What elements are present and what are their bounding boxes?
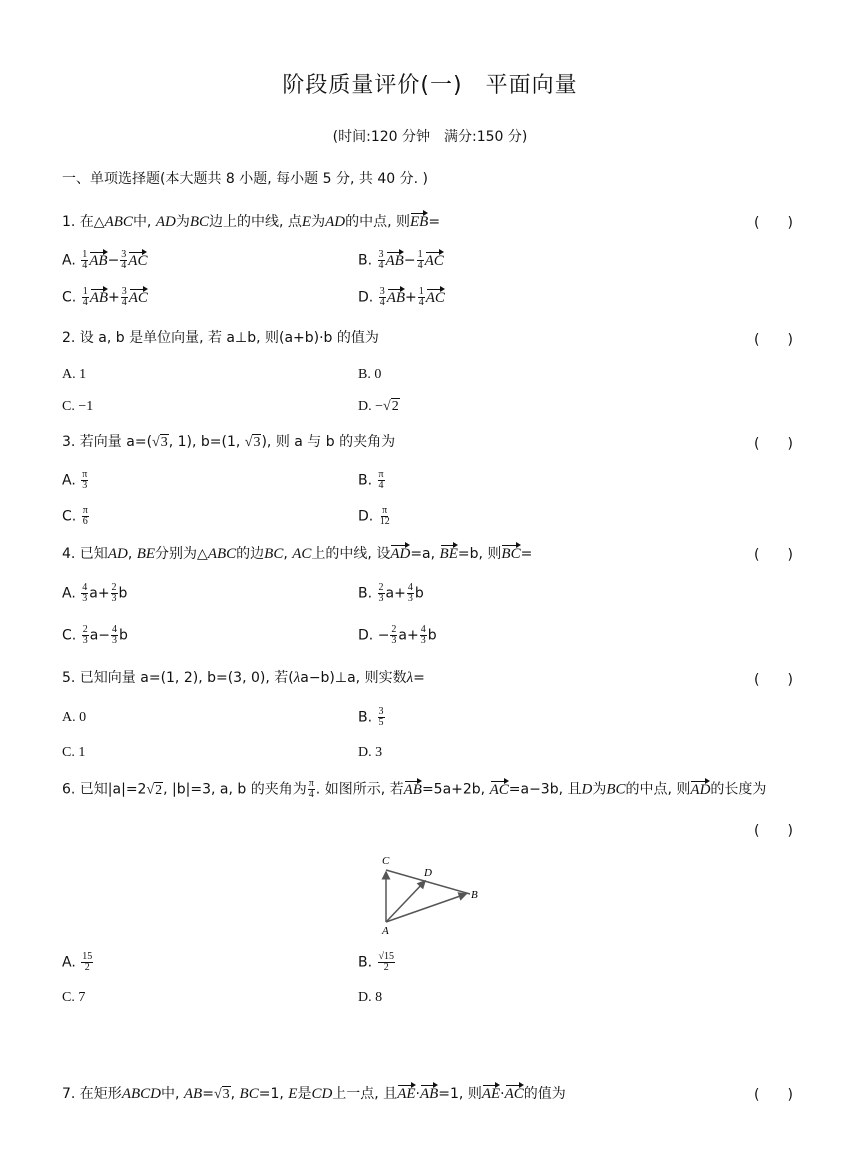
answer-bracket-3: ( ) <box>754 436 793 452</box>
triangle-figure <box>378 852 488 934</box>
q1-number: 1. <box>62 214 80 230</box>
label-d: D <box>424 867 432 879</box>
q3-option-c: C. $\frac{\pi}{6}$ <box>62 505 88 527</box>
answer-bracket-6: ( ) <box>754 823 793 839</box>
exam-meta: (时间:120 分钟 满分:150 分) <box>332 129 528 145</box>
vector-eb: EB <box>410 214 429 230</box>
q2-option-c: C. −1 <box>62 399 94 414</box>
label-c: C <box>382 855 390 867</box>
question-7: 7. 在矩形ABCD中, AB=√3, BC=1, E是CD上一点, 且AE·AB=1, 则AE·AC的值为 <box>62 1086 566 1102</box>
question-3: 3. 若向量 a=(√3, 1), b=(1, √3), 则 a 与 b 的夹角为 <box>62 434 396 450</box>
answer-bracket-5: ( ) <box>754 672 793 688</box>
page-title: 阶段质量评价(一) 平面向量 <box>282 73 578 98</box>
answer-bracket-7: ( ) <box>754 1087 793 1103</box>
q5-option-b: B. $\frac{3}{5}$ <box>358 706 384 728</box>
q6-option-c: C. 7 <box>62 990 86 1005</box>
q4-option-c: C. $\frac{2}{3}$ a− $\frac{4}{3}$ b <box>62 624 128 646</box>
answer-bracket-1: ( ) <box>754 215 793 231</box>
q3-option-a: A. $\frac{\pi}{3}$ <box>62 469 88 491</box>
q1-option-b: B. $\frac{3}{4}$ AB− $\frac{1}{4}$ AC <box>358 249 444 271</box>
label-a: A <box>382 925 389 934</box>
q6-option-b: B. $\frac{√15}{2}$ <box>358 951 395 973</box>
q3-option-d: D. $\frac{\pi}{12}$ <box>358 505 390 527</box>
q1-option-c: C. $\frac{1}{4}$ AB+ $\frac{3}{4}$ AC <box>62 286 148 308</box>
question-1: 1. 在△ABC中, AD为BC边上的中线, 点E为AD的中点, 则EB= <box>62 214 441 230</box>
q6-option-a: A. $\frac{15}{2}$ <box>62 951 93 973</box>
q5-option-a: A. 0 <box>62 710 87 725</box>
question-2: 2. 设 a, b 是单位向量, 若 a⊥b, 则(a+b)·b 的值为 <box>62 330 379 346</box>
q2-option-a: A. 1 <box>62 367 87 382</box>
vector-bc: BC <box>501 546 521 562</box>
q5-option-d: D. 3 <box>358 745 383 760</box>
q2-option-b: B. 0 <box>358 367 382 382</box>
vector-ad: AD <box>390 546 411 562</box>
answer-bracket-2: ( ) <box>754 332 793 348</box>
q4-option-b: B. $\frac{2}{3}$ a+ $\frac{4}{3}$ b <box>358 582 424 604</box>
label-b: B <box>471 889 478 901</box>
q6-option-d: D. 8 <box>358 990 383 1005</box>
q1-option-a: A. $\frac{1}{4}$ AB− $\frac{3}{4}$ AC <box>62 249 148 271</box>
q1-option-d: D. $\frac{3}{4}$ AB+ $\frac{1}{4}$ AC <box>358 286 445 308</box>
vector-ab-line <box>386 894 466 922</box>
vector-be: BE <box>439 546 458 562</box>
question-6: 6. 已知|a|=2√2, |b|=3, a, b 的夹角为 $\frac{\pi}{4}$ . 如图所示, 若AB=5a+2b, AC=a−3b, 且D为BC的中点, 则AD的长度为 <box>62 778 767 800</box>
question-5: 5. 已知向量 a=(1, 2), b=(3, 0), 若(λa−b)⊥a, 则实数λ= <box>62 670 425 686</box>
section-heading: 一、单项选择题(本大题共 8 小题, 每小题 5 分, 共 40 分. ) <box>62 171 428 187</box>
q3-option-b: B. $\frac{\pi}{4}$ <box>358 469 384 491</box>
q2-option-d: D. −√2 <box>358 399 399 414</box>
q5-option-c: C. 1 <box>62 745 86 760</box>
answer-bracket-4: ( ) <box>754 547 793 563</box>
q4-option-d: D. − $\frac{2}{3}$ a+ $\frac{4}{3}$ b <box>358 624 437 646</box>
question-4: 4. 已知AD, BE分别为△ABC的边BC, AC上的中线, 设AD=a, BE=b, 则BC= <box>62 546 533 562</box>
q4-option-a: A. $\frac{4}{3}$ a+ $\frac{2}{3}$ b <box>62 582 128 604</box>
